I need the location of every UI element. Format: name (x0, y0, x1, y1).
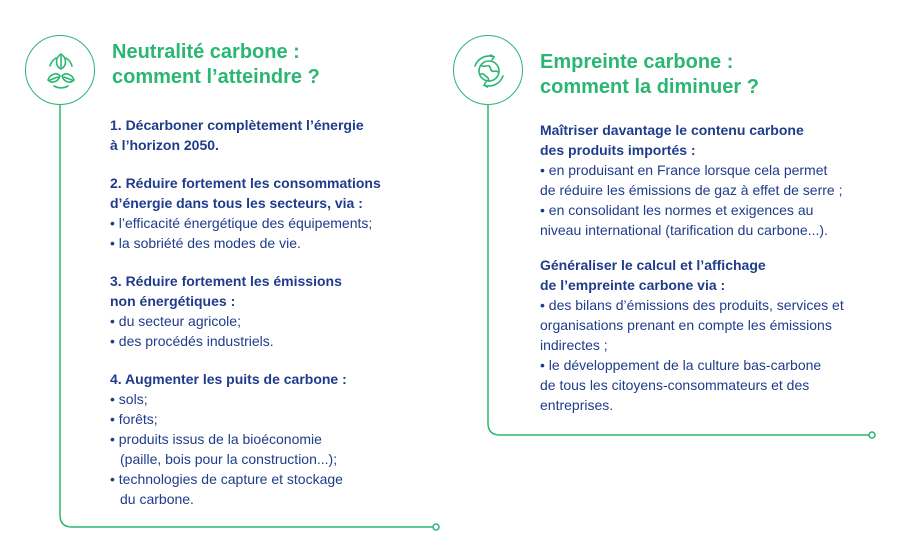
list-item: • la sobriété des modes de vie. (110, 235, 301, 251)
list-item: • du secteur agricole; (110, 313, 241, 329)
left-section3-heading-line1: 3. Réduire fortement les émissions (110, 273, 342, 289)
left-title-line1: Neutralité carbone : (112, 41, 300, 63)
list-item: • le développement de la culture bas-carbone (540, 357, 822, 373)
list-item: • des procédés industriels. (110, 333, 274, 349)
left-title (112, 40, 320, 90)
list-item: • technologies de capture et stockage (110, 471, 343, 487)
left-section1-heading-line2: à l’horizon 2050. (110, 137, 219, 153)
right-icon-circle (453, 35, 523, 105)
right-section1-heading-line2: des produits importés : (540, 142, 696, 158)
right-body (540, 120, 844, 415)
list-item: organisations prenant en compte les émissions (540, 317, 832, 333)
list-item: niveau international (tarification du carbone...). (540, 222, 828, 238)
right-connector-end-dot (869, 432, 875, 438)
list-item: indirectes ; (540, 337, 608, 353)
left-connector-end-dot (433, 524, 439, 530)
left-icon-circle (25, 35, 95, 105)
list-item: • en consolidant les normes et exigences au (540, 202, 814, 218)
left-section3-heading-line2: non énergétiques : (110, 293, 236, 309)
list-item: entreprises. (540, 397, 614, 413)
left-body (110, 115, 381, 509)
left-title-line2: comment l’atteindre ? (112, 66, 320, 88)
list-item: • sols; (110, 391, 148, 407)
list-item: de réduire les émissions de gaz à effet de serre ; (540, 182, 843, 198)
left-section2-heading-line1: 2. Réduire fortement les consommations (110, 175, 381, 191)
list-item: (paille, bois pour la construction...); (120, 451, 338, 467)
list-item: • en produisant en France lorsque cela permet (540, 162, 828, 178)
right-section2-heading-line2: de l’empreinte carbone via : (540, 277, 726, 293)
recycle-leaves-icon (26, 36, 96, 106)
list-item: • l’efficacité énergétique des équipements; (110, 215, 373, 231)
list-item: du carbone. (120, 491, 194, 507)
left-section1-heading-line1: 1. Décarboner complètement l’énergie (110, 117, 364, 133)
globe-arrows-icon (454, 36, 524, 106)
right-title (540, 50, 759, 100)
right-title-line1: Empreinte carbone : (540, 51, 734, 73)
right-section2-heading-line1: Généraliser le calcul et l’affichage (540, 257, 766, 273)
list-item: de tous les citoyens-consommateurs et des (540, 377, 810, 393)
right-section1-heading-line1: Maîtriser davantage le contenu carbone (540, 122, 804, 138)
list-item: • des bilans d’émissions des produits, services et (540, 297, 844, 313)
left-section4-heading-line1: 4. Augmenter les puits de carbone : (110, 371, 347, 387)
list-item: • forêts; (110, 411, 158, 427)
left-section2-heading-line2: d’énergie dans tous les secteurs, via : (110, 195, 363, 211)
list-item: • produits issus de la bioéconomie (110, 431, 322, 447)
right-title-line2: comment la diminuer ? (540, 76, 759, 98)
